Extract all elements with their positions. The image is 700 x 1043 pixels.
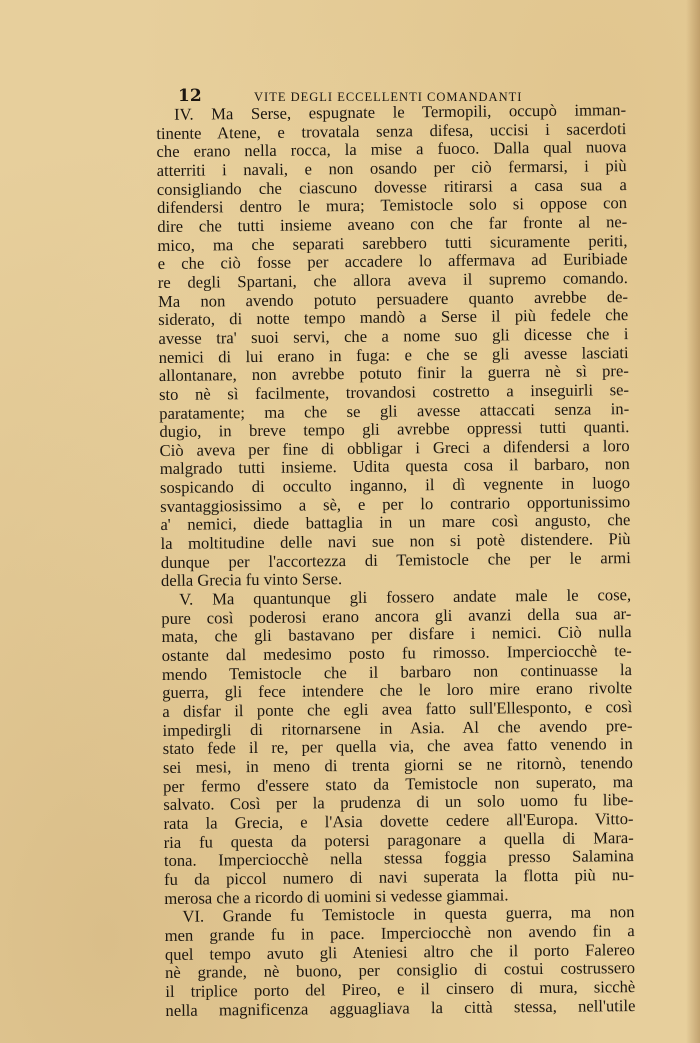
- text-line: Ciò aveva per fine di obbligar i Greci a difendersi a loro: [159, 435, 630, 460]
- text-line: salvato. Così per la prudenza di un solo uomo fu libe-: [163, 790, 634, 815]
- text-line: mata, che gli bastavano per disfare i nemici. Ciò nulla: [161, 622, 632, 647]
- text-line: stato fede il re, per quella via, che avea fatto venendo in: [162, 734, 633, 759]
- text-line: sto nè sì facilmente, trovandosi costretto a inseguirli se-: [158, 379, 630, 404]
- text-line: avesse tra' suoi servi, che a nome suo gli dicesse che i: [158, 323, 629, 348]
- text-line: tinente Atene, e trovatala senza difesa, uccisi i sacerdoti: [156, 118, 627, 143]
- text-line: consigliando che ciascuno dovesse ritirarsi a casa sua a: [156, 174, 627, 199]
- text-line: la moltitudine delle navi sue non si potè distendere. Più: [160, 529, 631, 554]
- text-line: IV. Ma Serse, espugnate le Termopili, occupò imman-: [173, 100, 627, 124]
- text-line: nè grande, nè buono, per consiglio di costui costrussero: [164, 958, 636, 983]
- running-head: VITE DEGLI ECCELLENTI COMANDANTI: [254, 90, 523, 104]
- text-line: nella magnificenza agguagliava la città stessa, nell'utile: [165, 995, 636, 1020]
- text-line: siderato, di notte tempo mandò a Serse il più fedele che: [158, 305, 629, 330]
- text-line: mendo Temistocle che il barbaro non continuasse la: [161, 659, 633, 684]
- text-line: ostante dal medesimo posto fu rimosso. Imperciocchè te-: [161, 641, 632, 666]
- text-line: paratamente; ma che se gli avesse attaccati senza in-: [159, 398, 630, 423]
- text-line: guerra, gli fece intendere che le loro mire erano rivolte: [162, 678, 633, 703]
- text-line: difendersi dentro le mura; Temistocle solo si oppose con: [156, 193, 628, 218]
- text-line: ria fu questa da potersi paragonare a quella di Mara-: [163, 827, 634, 852]
- text-line: allontanare, non avrebbe potuto finir la guerra nè sì pre-: [158, 361, 629, 386]
- text-line: pure così poderosi erano ancora gli avanzi della sua ar-: [161, 603, 632, 628]
- text-line: quel tempo avuto gli Ateniesi altro che il porto Falereo: [164, 939, 635, 964]
- text-line: V. Ma quantunque gli fossero andate male le cose,: [179, 585, 632, 609]
- text-line: per fermo d'essere stato da Temistocle non superato, ma: [163, 771, 634, 796]
- text-line: Ma non avendo potuto persuadere quanto avrebbe de-: [157, 286, 629, 311]
- text-line: atterriti i navali, e non osando per ciò fermarsi, i più: [156, 156, 627, 180]
- text-line: dunque per l'accortezza di Temistocle che per le armi: [160, 547, 631, 572]
- text-line: nemici di lui erano in fuga: e che se gli avesse lasciati: [158, 342, 629, 367]
- text-line: men grande fu in pace. Imperciocchè non avendo fin a: [164, 920, 635, 945]
- text-line: merosa che a ricordo di uomini si vedesse giammai.: [164, 884, 509, 908]
- text-line: della Grecia fu vinto Serse.: [160, 569, 343, 591]
- text-line: a disfar il ponte che egli avea fatto sull'Ellesponto, e così: [162, 697, 633, 721]
- text-line: e che ciò fosse per accadere lo affermava ad Euribiade: [157, 249, 628, 274]
- text-line: che erano nella rocca, la mise a fuoco. Dalla qual nuova: [156, 137, 627, 162]
- text-line: re degli Spartani, che allora aveva il supremo comando.: [157, 267, 628, 292]
- text-line: il triplice porto del Pireo, e il cinsero di mura, sicchè: [165, 976, 636, 1001]
- text-line: a' nemici, diede battaglia in un mare così angusto, che: [160, 510, 631, 535]
- text-line: dire che tutti insieme aveano con che far fronte al ne-: [157, 212, 628, 236]
- page-number: 12: [178, 86, 202, 106]
- text-line: mico, ma che separati sarebbero tutti sicuramente periti,: [157, 230, 628, 255]
- text-line: dugio, in breve tempo gli avrebbe oppressi tutti quanti.: [159, 417, 630, 442]
- text-line: tona. Imperciocchè nella stessa foggia presso Salamina: [163, 846, 634, 871]
- text-line: malgrado tutti insieme. Udita questa cosa il barbaro, non: [159, 454, 630, 479]
- text-line: svantaggiosissimo a sè, e per lo contrario opportunissimo: [160, 491, 631, 516]
- text-line: VI. Grande fu Temistocle in questa guerra, ma non: [182, 902, 635, 926]
- page-edge-shadow: [686, 0, 700, 1043]
- text-line: sospicando di occulto inganno, il dì vegnente in luogo: [159, 473, 631, 498]
- text-line: sei mesi, in meno di trenta giorni se ne ritornò, tenendo: [162, 753, 634, 777]
- body-text: [156, 101, 636, 1020]
- text-line: impedirgli di ritornarsene in Asia. Al che avendo pre-: [162, 715, 633, 740]
- text-line: rata la Grecia, e l'Asia dovette cedere all'Europa. Vitto-: [163, 808, 634, 833]
- text-line: fu da piccol numero di navi superata la flotta più nu-: [163, 864, 635, 889]
